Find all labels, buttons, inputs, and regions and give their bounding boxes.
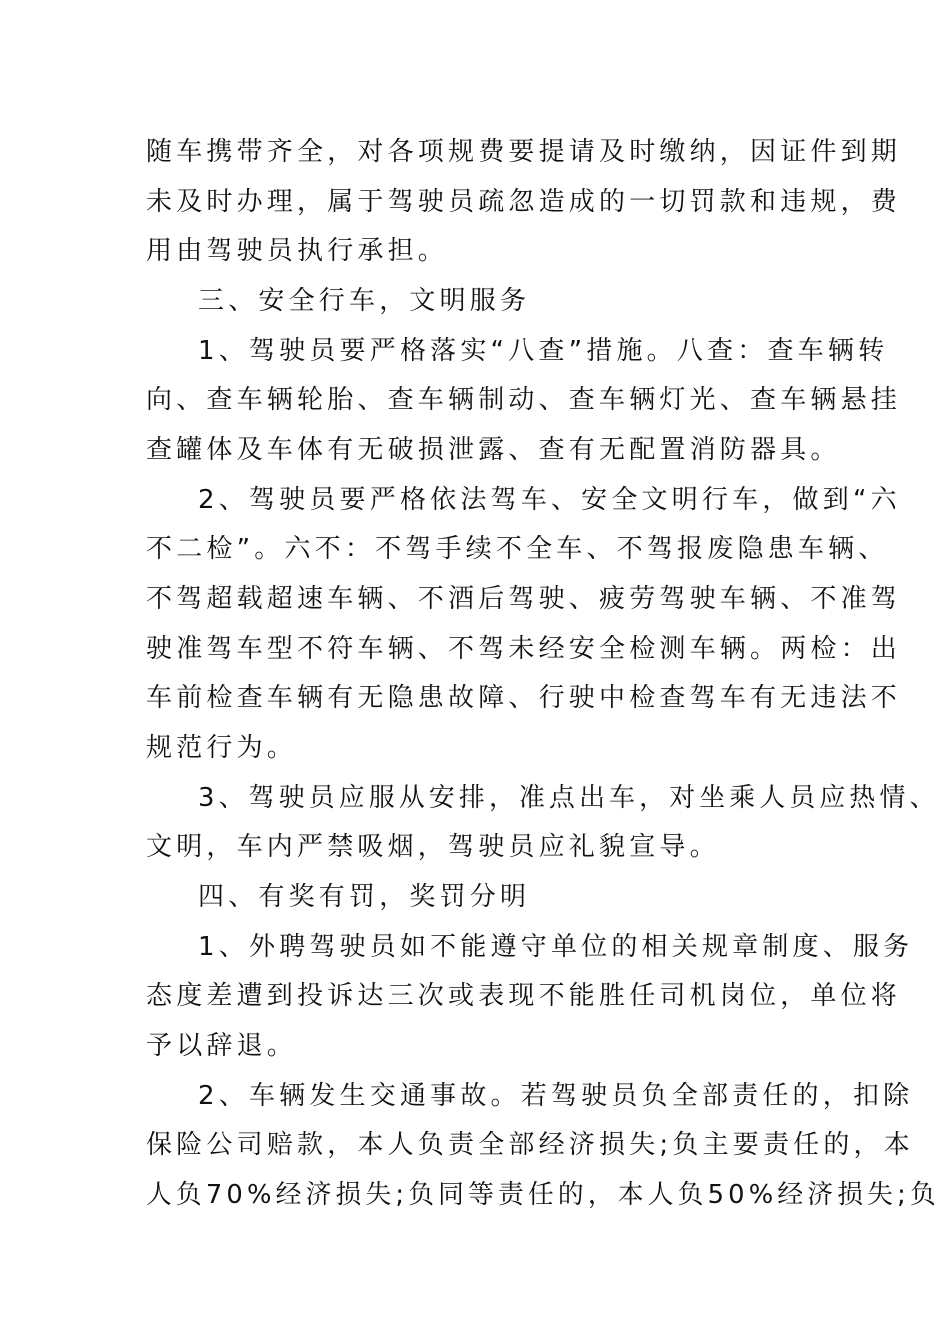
text-line: 人负70%经济损失;负同等责任的，本人负50%经济损失;负 xyxy=(146,1180,940,1210)
text-line: 未及时办理，属于驾驶员疏忽造成的一切罚款和违规，费 xyxy=(146,187,902,217)
section-heading: 四、有奖有罚，奖罚分明 xyxy=(198,882,531,912)
text-line: 1、外聘驾驶员如不能遵守单位的相关规章制度、服务 xyxy=(198,932,914,962)
text-line: 予以辞退。 xyxy=(146,1031,298,1061)
text-line: 文明，车内严禁吸烟，驾驶员应礼貌宣导。 xyxy=(146,832,720,862)
text-line: 用由驾驶员执行承担。 xyxy=(146,236,449,266)
text-line: 2、车辆发生交通事故。若驾驶员负全部责任的，扣除 xyxy=(198,1081,914,1111)
text-line: 规范行为。 xyxy=(146,733,298,763)
text-line: 3、驾驶员应服从安排，准点出车，对坐乘人员应热情、 xyxy=(198,783,940,813)
text-line: 查罐体及车体有无破损泄露、查有无配置消防器具。 xyxy=(146,435,841,465)
text-line: 驶准驾车型不符车辆、不驾未经安全检测车辆。两检：出 xyxy=(146,634,902,664)
section-heading: 三、安全行车，文明服务 xyxy=(198,286,531,316)
text-line: 保险公司赔款，本人负责全部经济损失;负主要责任的，本 xyxy=(146,1130,914,1160)
text-line: 2、驾驶员要严格依法驾车、安全文明行车，做到“六 xyxy=(198,485,901,515)
text-line: 车前检查车辆有无隐患故障、行驶中检查驾车有无违法不 xyxy=(146,683,902,713)
text-line: 1、驾驶员要严格落实“八查”措施。八查：查车辆转 xyxy=(198,336,889,366)
text-line: 态度差遭到投诉达三次或表现不能胜任司机岗位，单位将 xyxy=(146,981,902,1011)
text-line: 随车携带齐全，对各项规费要提请及时缴纳，因证件到期 xyxy=(146,137,902,167)
text-line: 不二检”。六不：不驾手续不全车、不驾报废隐患车辆、 xyxy=(146,534,889,564)
text-line: 不驾超载超速车辆、不酒后驾驶、疲劳驾驶车辆、不准驾 xyxy=(146,584,902,614)
text-line: 向、查车辆轮胎、查车辆制动、查车辆灯光、查车辆悬挂 xyxy=(146,385,902,415)
